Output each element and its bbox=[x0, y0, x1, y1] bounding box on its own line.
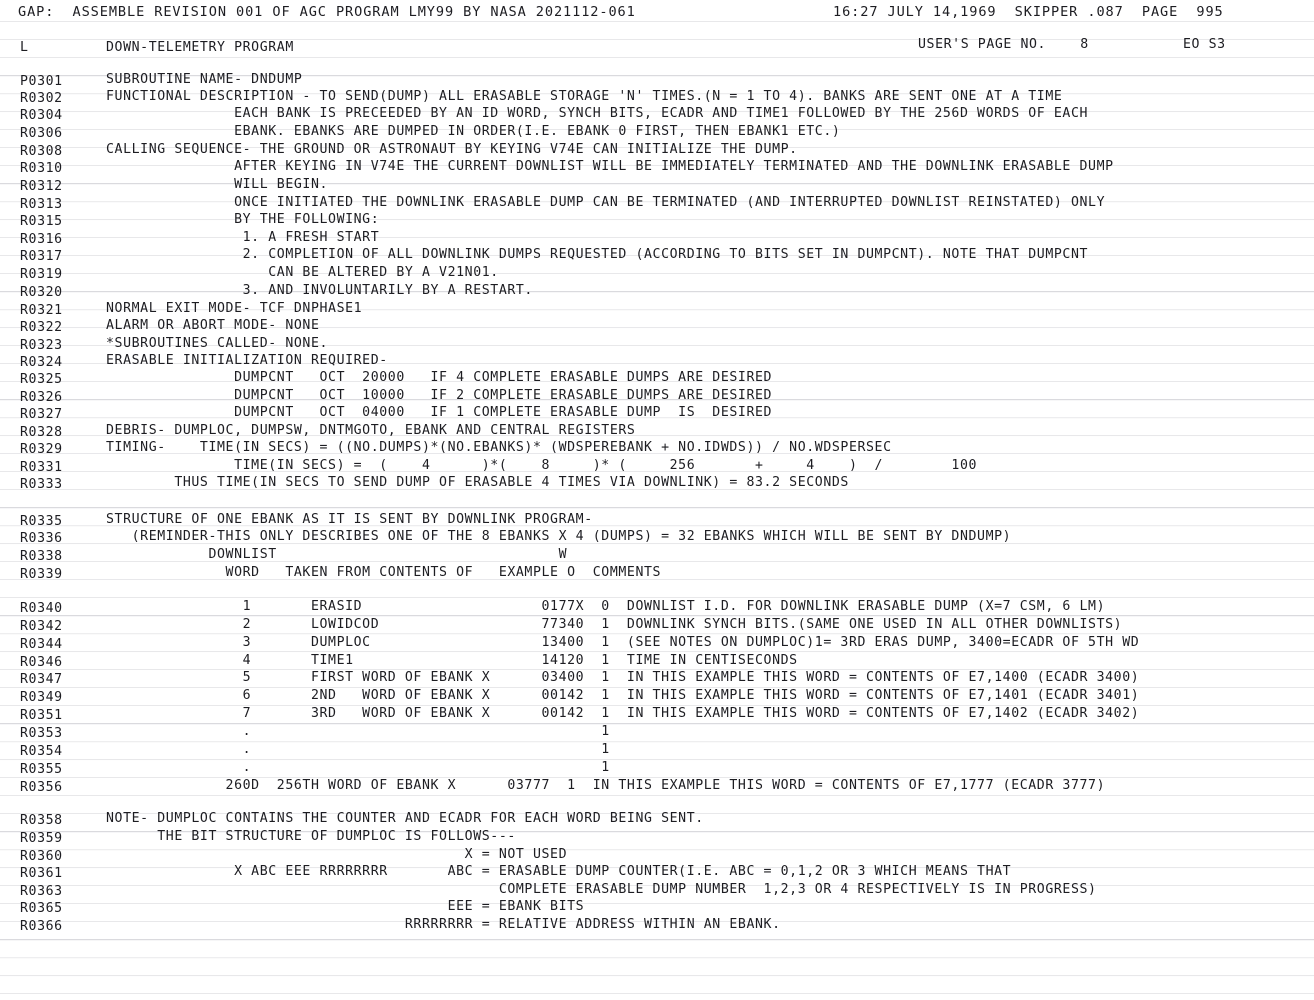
line-number: R0312 bbox=[20, 179, 63, 194]
line-text: RRRRRRRR = RELATIVE ADDRESS WITHIN AN EBANK. bbox=[106, 917, 781, 932]
line-number: R0340 bbox=[20, 601, 63, 616]
line-text: *SUBROUTINES CALLED- NONE. bbox=[106, 336, 329, 351]
line-number: R0336 bbox=[20, 531, 63, 546]
line-number: R0331 bbox=[20, 460, 63, 475]
line-text: FUNCTIONAL DESCRIPTION - TO SEND(DUMP) ALL ERASABLE STORAGE 'N' TIMES.(N = 1 TO 4). BANKS ARE SENT ONE AT A TIME bbox=[106, 89, 1063, 104]
line-text: 260D 256TH WORD OF EBANK X 03777 1 IN THIS EXAMPLE THIS WORD = CONTENTS OF E7,1777 (ECADR 3777) bbox=[106, 778, 1106, 793]
line-text: EACH BANK IS PRECEEDED BY AN ID WORD, SYNCH BITS, ECADR AND TIME1 FOLLOWED BY THE 256D WORDS OF EACH bbox=[106, 106, 1089, 121]
line-text: 7 3RD WORD OF EBANK X 00142 1 IN THIS EXAMPLE THIS WORD = CONTENTS OF E7,1402 (ECADR 3402) bbox=[106, 706, 1140, 721]
line-text: DEBRIS- DUMPLOC, DUMPSW, DNTMGOTO, EBANK AND CENTRAL REGISTERS bbox=[106, 423, 636, 438]
line-text: X = NOT USED bbox=[106, 847, 568, 862]
line-number: R0360 bbox=[20, 849, 63, 864]
line-text: AFTER KEYING IN V74E THE CURRENT DOWNLIST WILL BE IMMEDIATELY TERMINATED AND THE DOWNLINK ERASABLE DUMP bbox=[106, 159, 1114, 174]
line-number: R0347 bbox=[20, 672, 63, 687]
line-text: THUS TIME(IN SECS TO SEND DUMP OF ERASABLE 4 TIMES VIA DOWNLINK) = 83.2 SECONDS bbox=[106, 475, 849, 490]
line-text: 1 ERASID 0177X 0 DOWNLIST I.D. FOR DOWNLINK ERASABLE DUMP (X=7 CSM, 6 LM) bbox=[106, 599, 1106, 614]
line-number: R0306 bbox=[20, 126, 63, 141]
line-number: R0358 bbox=[20, 813, 63, 828]
assembly-header: GAP: ASSEMBLE REVISION 001 OF AGC PROGRAM LMY99 BY NASA 2021112-061 bbox=[18, 4, 636, 20]
line-text: 2 LOWIDCOD 77340 1 DOWNLINK SYNCH BITS.(SAME ONE USED IN ALL OTHER DOWNLISTS) bbox=[106, 617, 1123, 632]
line-number: R0328 bbox=[20, 425, 63, 440]
line-text: 2. COMPLETION OF ALL DOWNLINK DUMPS REQUESTED (ACCORDING TO BITS SET IN DUMPCNT). NOTE THAT DUMPCNT bbox=[106, 247, 1089, 262]
line-number: R0365 bbox=[20, 901, 63, 916]
line-text: TIMING- TIME(IN SECS) = ((NO.DUMPS)*(NO.EBANKS)* (WDSPEREBANK + NO.IDWDS)) / NO.WDSPERSEC bbox=[106, 440, 892, 455]
line-text: ERASABLE INITIALIZATION REQUIRED- bbox=[106, 353, 388, 368]
line-text: . 1 bbox=[106, 724, 610, 739]
log-marker: L bbox=[20, 40, 29, 55]
line-text: EBANK. EBANKS ARE DUMPED IN ORDER(I.E. EBANK 0 FIRST, THEN EBANK1 ETC.) bbox=[106, 124, 841, 139]
line-number: R0363 bbox=[20, 884, 63, 899]
line-number: P0301 bbox=[20, 74, 63, 89]
line-text: WORD TAKEN FROM CONTENTS OF EXAMPLE O COMMENTS bbox=[106, 565, 662, 580]
line-number: R0339 bbox=[20, 567, 63, 582]
line-text: DUMPCNT OCT 04000 IF 1 COMPLETE ERASABLE DUMP IS DESIRED bbox=[106, 405, 773, 420]
line-text: NORMAL EXIT MODE- TCF DNPHASE1 bbox=[106, 301, 363, 316]
line-number: R0304 bbox=[20, 108, 63, 123]
line-text: TIME(IN SECS) = ( 4 )*( 8 )* ( 256 + 4 ) / 100 bbox=[106, 458, 978, 473]
line-number: R0308 bbox=[20, 144, 63, 159]
line-text: EEE = EBANK BITS bbox=[106, 899, 585, 914]
line-number: R0359 bbox=[20, 831, 63, 846]
line-number: R0326 bbox=[20, 390, 63, 405]
line-text: BY THE FOLLOWING: bbox=[106, 212, 380, 227]
line-text: 5 FIRST WORD OF EBANK X 03400 1 IN THIS EXAMPLE THIS WORD = CONTENTS OF E7,1400 (ECADR 3400) bbox=[106, 670, 1140, 685]
page-timestamp: 16:27 JULY 14,1969 SKIPPER .087 PAGE 995 bbox=[833, 4, 1224, 20]
line-text: CAN BE ALTERED BY A V21N01. bbox=[106, 265, 499, 280]
line-number: R0315 bbox=[20, 214, 63, 229]
line-text: THE BIT STRUCTURE OF DUMPLOC IS FOLLOWS--- bbox=[106, 829, 516, 844]
line-number: R0338 bbox=[20, 549, 63, 564]
line-text: 6 2ND WORD OF EBANK X 00142 1 IN THIS EXAMPLE THIS WORD = CONTENTS OF E7,1401 (ECADR 3401) bbox=[106, 688, 1140, 703]
line-text: (REMINDER-THIS ONLY DESCRIBES ONE OF THE 8 EBANKS X 4 (DUMPS) = 32 EBANKS WHICH WILL BE SENT BY DNDUMP) bbox=[106, 529, 1012, 544]
line-text: STRUCTURE OF ONE EBANK AS IT IS SENT BY DOWNLINK PROGRAM- bbox=[106, 512, 593, 527]
line-number: R0323 bbox=[20, 338, 63, 353]
line-text: X ABC EEE RRRRRRRR ABC = ERASABLE DUMP COUNTER(I.E. ABC = 0,1,2 OR 3 WHICH MEANS THAT bbox=[106, 864, 1012, 879]
line-number: R0344 bbox=[20, 637, 63, 652]
line-number: R0322 bbox=[20, 320, 63, 335]
line-text: DUMPCNT OCT 10000 IF 2 COMPLETE ERASABLE DUMPS ARE DESIRED bbox=[106, 388, 773, 403]
line-text: 1. A FRESH START bbox=[106, 230, 380, 245]
line-number: R0366 bbox=[20, 919, 63, 934]
line-number: R0353 bbox=[20, 726, 63, 741]
line-text: 3 DUMPLOC 13400 1 (SEE NOTES ON DUMPLOC)1= 3RD ERAS DUMP, 3400=ECADR OF 5TH WD bbox=[106, 635, 1140, 650]
line-text: DUMPCNT OCT 20000 IF 4 COMPLETE ERASABLE DUMPS ARE DESIRED bbox=[106, 370, 773, 385]
line-number: R0355 bbox=[20, 762, 63, 777]
line-number: R0320 bbox=[20, 285, 63, 300]
line-text: SUBROUTINE NAME- DNDUMP bbox=[106, 72, 303, 87]
line-number: R0321 bbox=[20, 303, 63, 318]
line-text: . 1 bbox=[106, 742, 610, 757]
line-number: R0317 bbox=[20, 249, 63, 264]
line-number: R0325 bbox=[20, 372, 63, 387]
line-number: R0316 bbox=[20, 232, 63, 247]
line-number: R0310 bbox=[20, 161, 63, 176]
line-number: R0313 bbox=[20, 197, 63, 212]
line-text: 4 TIME1 14120 1 TIME IN CENTISECONDS bbox=[106, 653, 798, 668]
line-number: R0354 bbox=[20, 744, 63, 759]
program-title: DOWN-TELEMETRY PROGRAM bbox=[106, 40, 294, 55]
line-number: R0302 bbox=[20, 91, 63, 106]
line-number: R0324 bbox=[20, 355, 63, 370]
line-number: R0349 bbox=[20, 690, 63, 705]
line-text: NOTE- DUMPLOC CONTAINS THE COUNTER AND ECADR FOR EACH WORD BEING SENT. bbox=[106, 811, 704, 826]
line-number: R0327 bbox=[20, 407, 63, 422]
line-number: R0346 bbox=[20, 655, 63, 670]
line-text: CALLING SEQUENCE- THE GROUND OR ASTRONAUT BY KEYING V74E CAN INITIALIZE THE DUMP. bbox=[106, 142, 798, 157]
line-number: R0329 bbox=[20, 442, 63, 457]
line-number: R0361 bbox=[20, 866, 63, 881]
line-text: 3. AND INVOLUNTARILY BY A RESTART. bbox=[106, 283, 533, 298]
line-text: ONCE INITIATED THE DOWNLINK ERASABLE DUMP CAN BE TERMINATED (AND INTERRUPTED DOWNLIST REINSTATED) ONLY bbox=[106, 195, 1106, 210]
line-number: R0335 bbox=[20, 514, 63, 529]
line-text: ALARM OR ABORT MODE- NONE bbox=[106, 318, 320, 333]
line-number: R0351 bbox=[20, 708, 63, 723]
eo-marker: EO S3 bbox=[1183, 37, 1226, 52]
line-number: R0356 bbox=[20, 780, 63, 795]
users-page-number: USER'S PAGE NO. 8 bbox=[918, 37, 1089, 52]
line-number: R0319 bbox=[20, 267, 63, 282]
line-text: COMPLETE ERASABLE DUMP NUMBER 1,2,3 OR 4 RESPECTIVELY IS IN PROGRESS) bbox=[106, 882, 1097, 897]
line-text: WILL BEGIN. bbox=[106, 177, 329, 192]
line-number: R0342 bbox=[20, 619, 63, 634]
line-text: DOWNLIST W bbox=[106, 547, 568, 562]
line-text: . 1 bbox=[106, 760, 610, 775]
line-number: R0333 bbox=[20, 477, 63, 492]
